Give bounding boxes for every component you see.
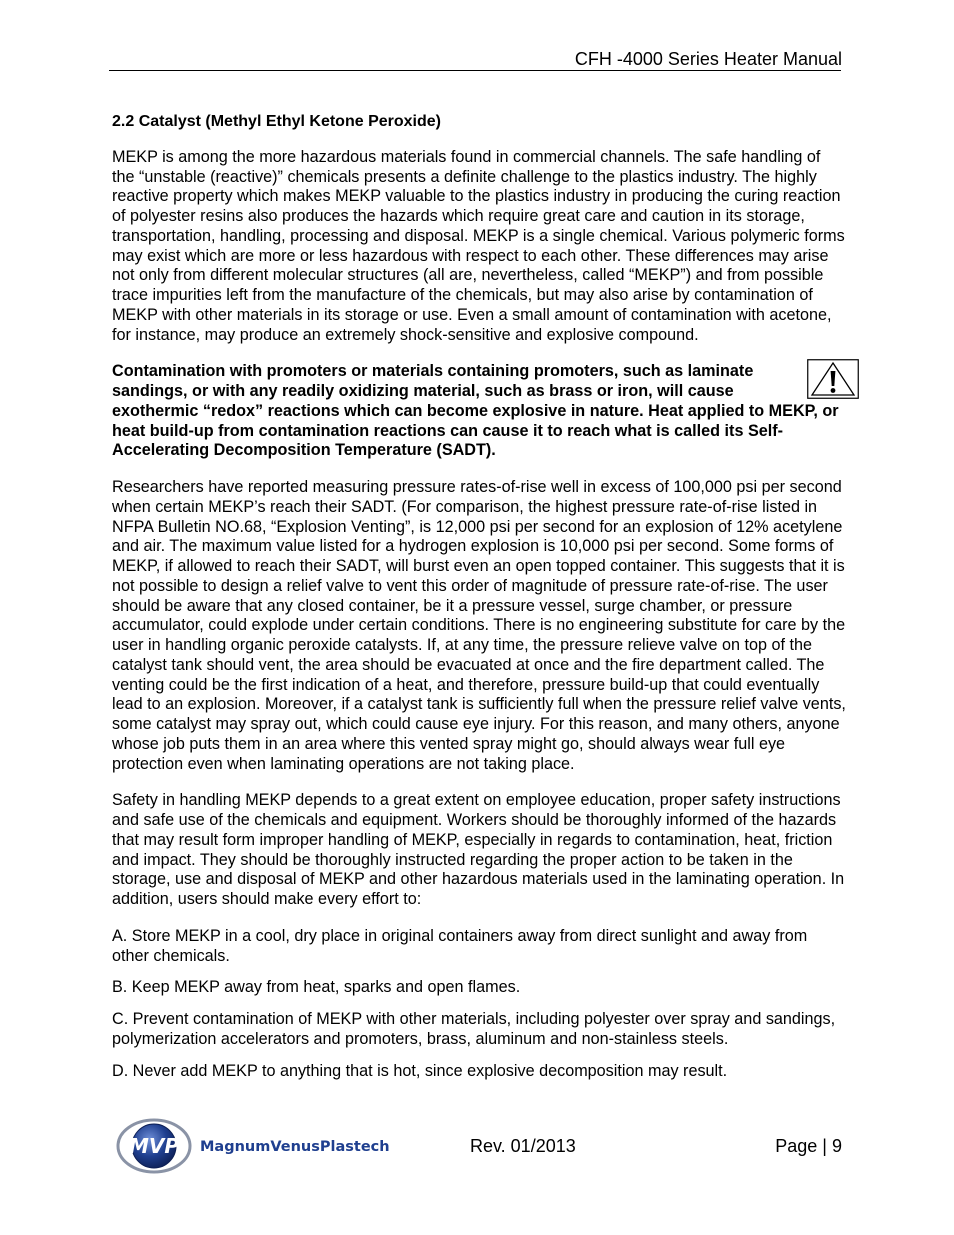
intro-paragraph: MEKP is among the more hazardous materials found in commercial channels. The safe handling of the “unstable (reactive)” chemicals presents a definite challenge to the plastics industry. The highly reactive property which makes MEKP valuable to the plastics industry in producing the curing reaction of polyester resins also produces the hazards which require great care and caution in its storage, transportation, handling, processing and disposal. MEKP is a single chemical. Various polymeric forms may exist which are more or less hazardous with respect to each other. These differences may arise not only from different molecular structures (all are, nevertheless, called “MEKP”) and from possible trace impurities left from the manufacture of the chemicals, but may also arise by contamination of MEKP with other materials in its storage or use. Even a small amount of contamination with acetone, for instance, may produce an extremely shock-sensitive and explosive compound.: [112, 147, 845, 344]
company-logo: [116, 1117, 406, 1175]
revision-label: Rev. 01/2013: [470, 1136, 576, 1156]
list-item: C. Prevent contamination of MEKP with other materials, including polyester over spray and sandings, polymerization accelerators and promoters, brass, aluminum and non-stainless steels.: [112, 1010, 836, 1048]
logo-mark: MVP: [128, 1134, 180, 1158]
logo-text: MagnumVenusPlastech: [200, 1139, 390, 1155]
list-item: D. Never add MEKP to anything that is hot, since explosive decomposition may result.: [112, 1061, 728, 1080]
safety-paragraph: Safety in handling MEKP depends to a great extent on employee education, proper safety instructions and safe use of the chemicals and equipment. Workers should be thoroughly informed of the hazards that may result form improper handling of MEKP, especially in regards to contamination, heat, friction and impact. They should be thoroughly instructed regarding the proper action to be taken in the storage, use and disposal of MEKP and other hazardous materials used in the laminating operation. In addition, users should make every effort to:: [112, 791, 845, 908]
warning-triangle-icon: [807, 359, 859, 399]
warning-paragraph: Contamination with promoters or materials containing promoters, such as laminate sandings, or with any readily oxidizing material, such as brass or iron, will cause exothermic “redox” reactions which can become explosive in nature. Heat applied to MEKP, or heat build-up from contamination reactions can cause it to reach what is called its Self-Accelerating Decomposition Temperature (SADT).: [112, 362, 839, 460]
header-title: CFH -4000 Series Heater Manual: [574, 49, 842, 69]
header-divider: [109, 70, 841, 71]
page-number: Page | 9: [775, 1136, 842, 1156]
section-title: 2.2 Catalyst (Methyl Ethyl Ketone Peroxide): [112, 113, 441, 130]
list-item: B. Keep MEKP away from heat, sparks and open flames.: [112, 978, 521, 997]
list-item: A. Store MEKP in a cool, dry place in original containers away from direct sunlight and away from other chemicals.: [112, 926, 808, 965]
research-paragraph: Researchers have reported measuring pressure rates-of-rise well in excess of 100,000 psi per second when certain MEKP’s reach their SADT. (For comparison, the highest pressure rate-of-rise listed in NFPA Bulletin NO.68, “Explosion Venting”, is 12,000 psi per second for an explosion of 12% acetylene and air. The maximum value listed for a hydrogen explosion is 10,000 psi per second. Some forms of MEKP, if allowed to reach their SADT, will burst even an open topped container. This suggests that it is not possible to design a relief valve to vent this order of magnitude of pressure rate-of-rise. The user should be aware that any closed container, be it a pressure vessel, surge chamber, or pressure accumulator, could explode under certain conditions. There is no engineering substitute for care by the user in handling organic peroxide catalysts. If, at any time, the pressure relieve valve on top of the catalyst tank should vent, the area should be evacuated at once and the fire department called. The venting could be the first indication of a heat, and therefore, pressure build-up that could eventually lead to an explosion. Moreover, if a catalyst tank is sufficiently full when the pressure relief valve vents, some catalyst may spray out, which could cause eye injury. For this reason, and many others, anyone whose job puts them in an area where this vented spray might go, should always wear full eye protection even when laminating operations are not taking place.: [112, 478, 846, 773]
page-content: [112, 112, 847, 1093]
